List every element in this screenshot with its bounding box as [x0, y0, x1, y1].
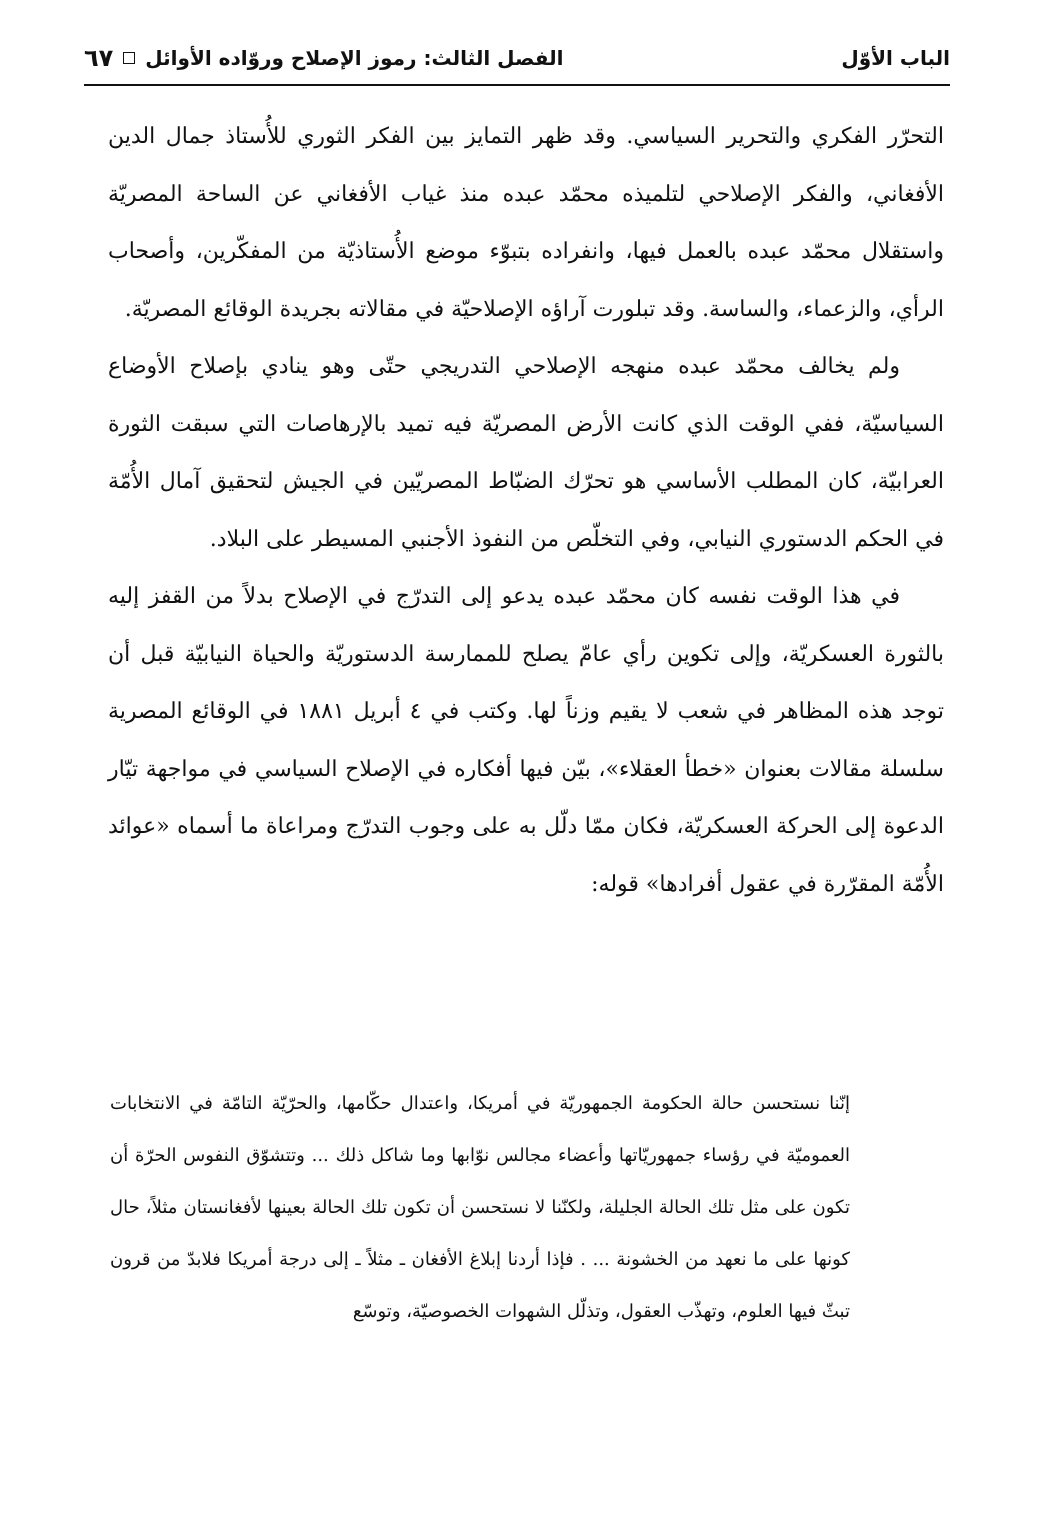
- main-text: [108, 108, 944, 913]
- page-number: ٦٧: [84, 44, 114, 72]
- paragraph-1: التحرّر الفكري والتحرير السياسي. وقد ظهر التمايز بين الفكر الثوري للأُستاذ جمال الدين الأفغاني، والفكر الإصلاحي لتلميذه محمّد عبده منذ غياب الأفغاني عن الساحة المصريّة واستقلال محمّد عبده بالعمل فيها، وانفراده بتبوّء موضع الأُستاذيّة من المفكّرين، وأصحاب الرأي، والزعماء، والساسة. وقد تبلورت آراؤه الإصلاحيّة في مقالاته بجريدة الوقائع المصريّة.: [108, 124, 944, 322]
- paragraph-2: ولم يخالف محمّد عبده منهجه الإصلاحي التدريجي حتّى وهو ينادي بإصلاح الأوضاع السياسيّة، ففي الوقت الذي كانت الأرض المصريّة فيه تميد بالإرهاصات التي سبقت الثورة العرابيّة، كان المطلب الأساسي هو تحرّك الضبّاط المصريّين في الجيش لتحقيق آمال الأُمّة في الحكم الدستوري النيابي، وفي التخلّص من النفوذ الأجنبي المسيطر على البلاد.: [108, 354, 944, 552]
- paragraph-3: في هذا الوقت نفسه كان محمّد عبده يدعو إلى التدرّج في الإصلاح بدلاً من القفز إليه بالثورة العسكريّة، وإلى تكوين رأي عامّ يصلح للممارسة الدستوريّة والحياة النيابيّة قبل أن توجد هذه المظاهر في شعب لا يقيم وزناً لها. وكتب في ٤ أبريل ١٨٨١ في الوقائع المصرية سلسلة مقالات بعنوان «خطأ العقلاء»، بيّن فيها أفكاره في الإصلاح السياسي في مواجهة تيّار الدعوة إلى الحركة العسكريّة، فكان ممّا دلّل به على وجوب التدرّج ومراعاة ما أسماه «عوائد الأُمّة المقرّرة في عقول أفرادها» قوله:: [108, 584, 945, 897]
- header-chapter-group: [84, 43, 563, 73]
- chapter-title: الفصل الثالث: رموز الإصلاح وروّاده الأوائل: [145, 46, 564, 70]
- block-quote: [110, 1078, 850, 1338]
- quote-text: إنّنا نستحسن حالة الحكومة الجمهوريّة في أمريكا، واعتدال حكّامها، والحرّيّة التامّة في الانتخابات العموميّة في رؤساء جمهوريّاتها وأعضاء مجالس نوّابها وما شاكل ذلك ... وتتشوّق النفوس الحرّة أن تكون على مثل تلك الحالة الجليلة، ولكنّنا لا نستحسن أن تكون تلك الحالة بعينها لأفغانستان مثلاً، حال كونها على ما نعهد من الخشونة ... . فإذا أردنا إبلاغ الأفغان ـ مثلاً ـ إلى درجة أمريكا فلابدّ من قرون تبثّ فيها العلوم، وتهذّب العقول، وتذلّل الشهوات الخصوصيّة، وتوسّع: [110, 1093, 850, 1322]
- square-separator-icon: [123, 52, 135, 64]
- header-divider: [84, 84, 950, 86]
- running-header: [84, 38, 950, 78]
- part-title: الباب الأوّل: [841, 46, 950, 70]
